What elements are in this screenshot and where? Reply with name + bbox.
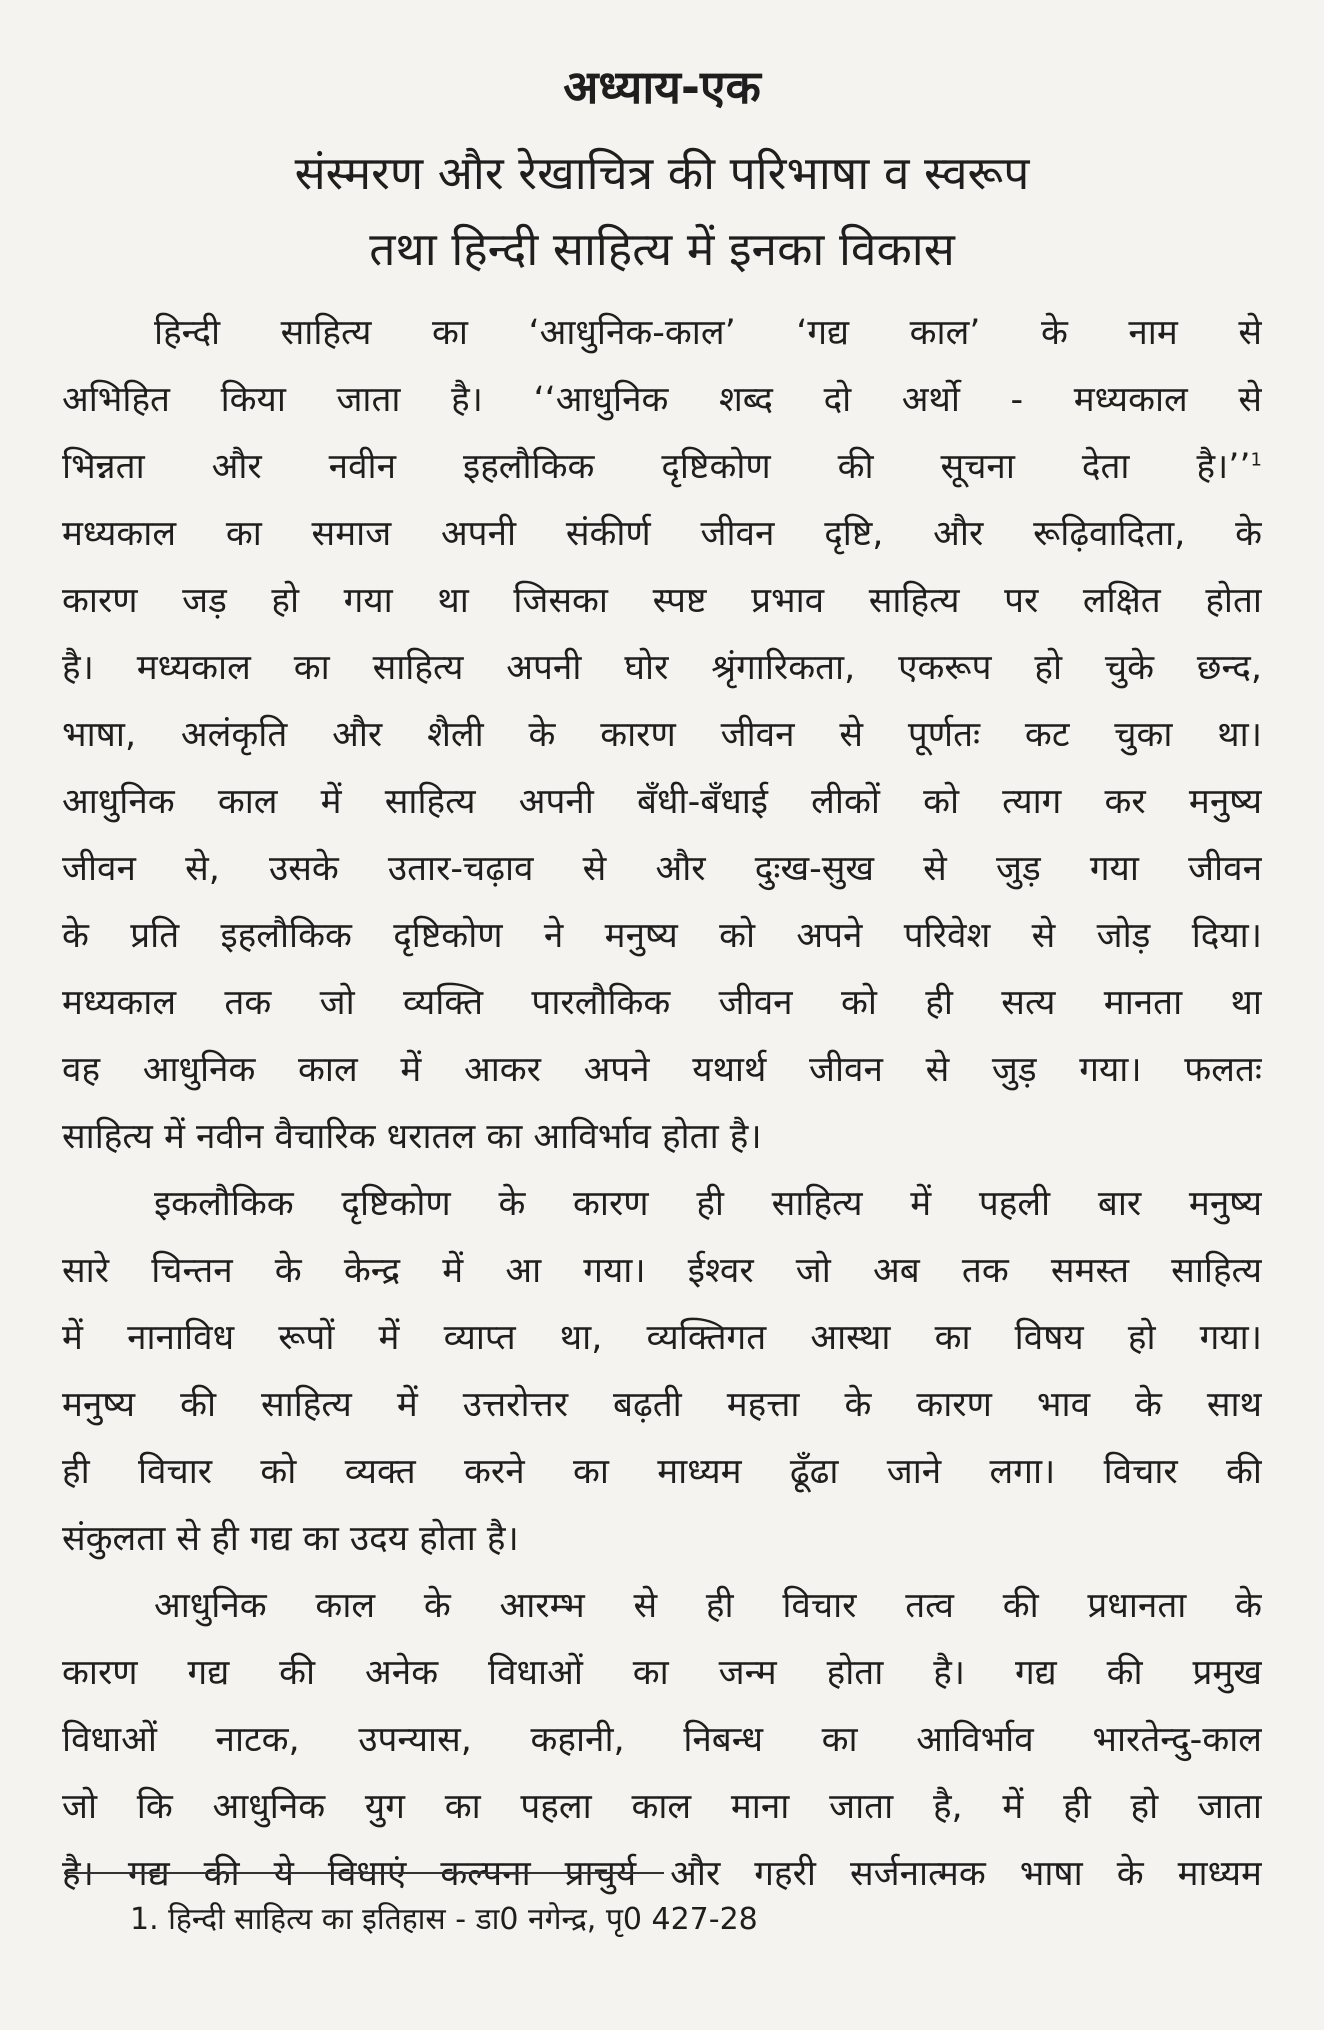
paragraph-1-line: अभिहित किया जाता है। ‘‘आधुनिक शब्द दो अर्थो - मध्यकाल से [62, 380, 1262, 420]
chapter-title-line-1: संस्मरण और रेखाचित्र की परिभाषा व स्वरूप [294, 146, 1030, 200]
paragraph-2-line: इकलौकिक दृष्टिकोण के कारण ही साहित्य में पहली बार मनुष्य [154, 1184, 1262, 1224]
footnote: 1. हिन्दी साहित्य का इतिहास - डा0 नगेन्द्र, पृ0 427-28 [130, 1902, 758, 1937]
paragraph-1-line-with-citation [62, 434, 1262, 501]
chapter-title [0, 135, 1324, 287]
paragraph-2-line: में नानाविध रूपों में व्याप्त था, व्यक्तिगत आस्था का विषय हो गया। [62, 1318, 1262, 1358]
paragraph-1-line: मध्यकाल का समाज अपनी संकीर्ण जीवन दृष्टि, और रूढ़िवादिता, के [62, 514, 1262, 554]
paragraph-1-line-text: भिन्नता और नवीन इहलौकिक दृष्टिकोण की सूचना देता है।’’ [62, 447, 1251, 487]
paragraph-3-line: जो कि आधुनिक युग का पहला काल माना जाता है, में ही हो जाता [62, 1787, 1262, 1827]
footnote-divider [64, 1872, 664, 1874]
paragraph-2-line: मनुष्य की साहित्य में उत्तरोत्तर बढ़ती महत्ता के कारण भाव के साथ [62, 1385, 1262, 1425]
paragraph-1-line: साहित्य में नवीन वैचारिक धरातल का आविर्भाव होता है। [62, 1117, 762, 1157]
paragraph-2-line: संकुलता से ही गद्य का उदय होता है। [62, 1519, 519, 1559]
paragraph-2-line: ही विचार को व्यक्त करने का माध्यम ढूँढा जाने लगा। विचार की [62, 1452, 1262, 1492]
footnote-marker: 1 [1250, 449, 1262, 471]
paragraph-1-line: कारण जड़ हो गया था जिसका स्पष्ट प्रभाव साहित्य पर लक्षित होता [62, 581, 1262, 621]
body-text [62, 300, 1262, 1908]
paragraph-1-line: जीवन से, उसके उतार-चढ़ाव से और दुःख-सुख से जुड़ गया जीवन [62, 849, 1262, 889]
paragraph-3-line: कारण गद्य की अनेक विधाओं का जन्म होता है। गद्य की प्रमुख [62, 1653, 1262, 1693]
paragraph-3-line: है। गद्य की ये विधाएं कल्पना प्राचुर्य और गहरी सर्जनात्मक भाषा के माध्यम [62, 1854, 1262, 1894]
chapter-title-line-2: तथा हिन्दी साहित्य में इनका विकास [369, 222, 955, 276]
paragraph-3-line: आधुनिक काल के आरम्भ से ही विचार तत्व की प्रधानता के [154, 1586, 1262, 1626]
paragraph-1-line: मध्यकाल तक जो व्यक्ति पारलौकिक जीवन को ही सत्य मानता था [62, 983, 1262, 1023]
paragraph-1-line: आधुनिक काल में साहित्य अपनी बँधी-बँधाई लीकों को त्याग कर मनुष्य [62, 782, 1262, 822]
paragraph-1-line: भाषा, अलंकृति और शैली के कारण जीवन से पूर्णतः कट चुका था। [62, 715, 1262, 755]
chapter-heading: अध्याय-एक [563, 60, 761, 114]
paragraph-1-line: हिन्दी साहित्य का ‘आधुनिक-काल’ ‘गद्य काल’ के नाम से [154, 313, 1262, 353]
paragraph-1-line: है। मध्यकाल का साहित्य अपनी घोर श्रृंगारिकता, एकरूप हो चुके छन्द, [62, 648, 1262, 688]
paragraph-1-line: वह आधुनिक काल में आकर अपने यथार्थ जीवन से जुड़ गया। फलतः [62, 1050, 1262, 1090]
paragraph-2-line: सारे चिन्तन के केन्द्र में आ गया। ईश्वर जो अब तक समस्त साहित्य [62, 1251, 1262, 1291]
paragraph-1-line: के प्रति इहलौकिक दृष्टिकोण ने मनुष्य को अपने परिवेश से जोड़ दिया। [62, 916, 1262, 956]
paragraph-3-line: विधाओं नाटक, उपन्यास, कहानी, निबन्ध का आविर्भाव भारतेन्दु-काल [62, 1720, 1262, 1760]
